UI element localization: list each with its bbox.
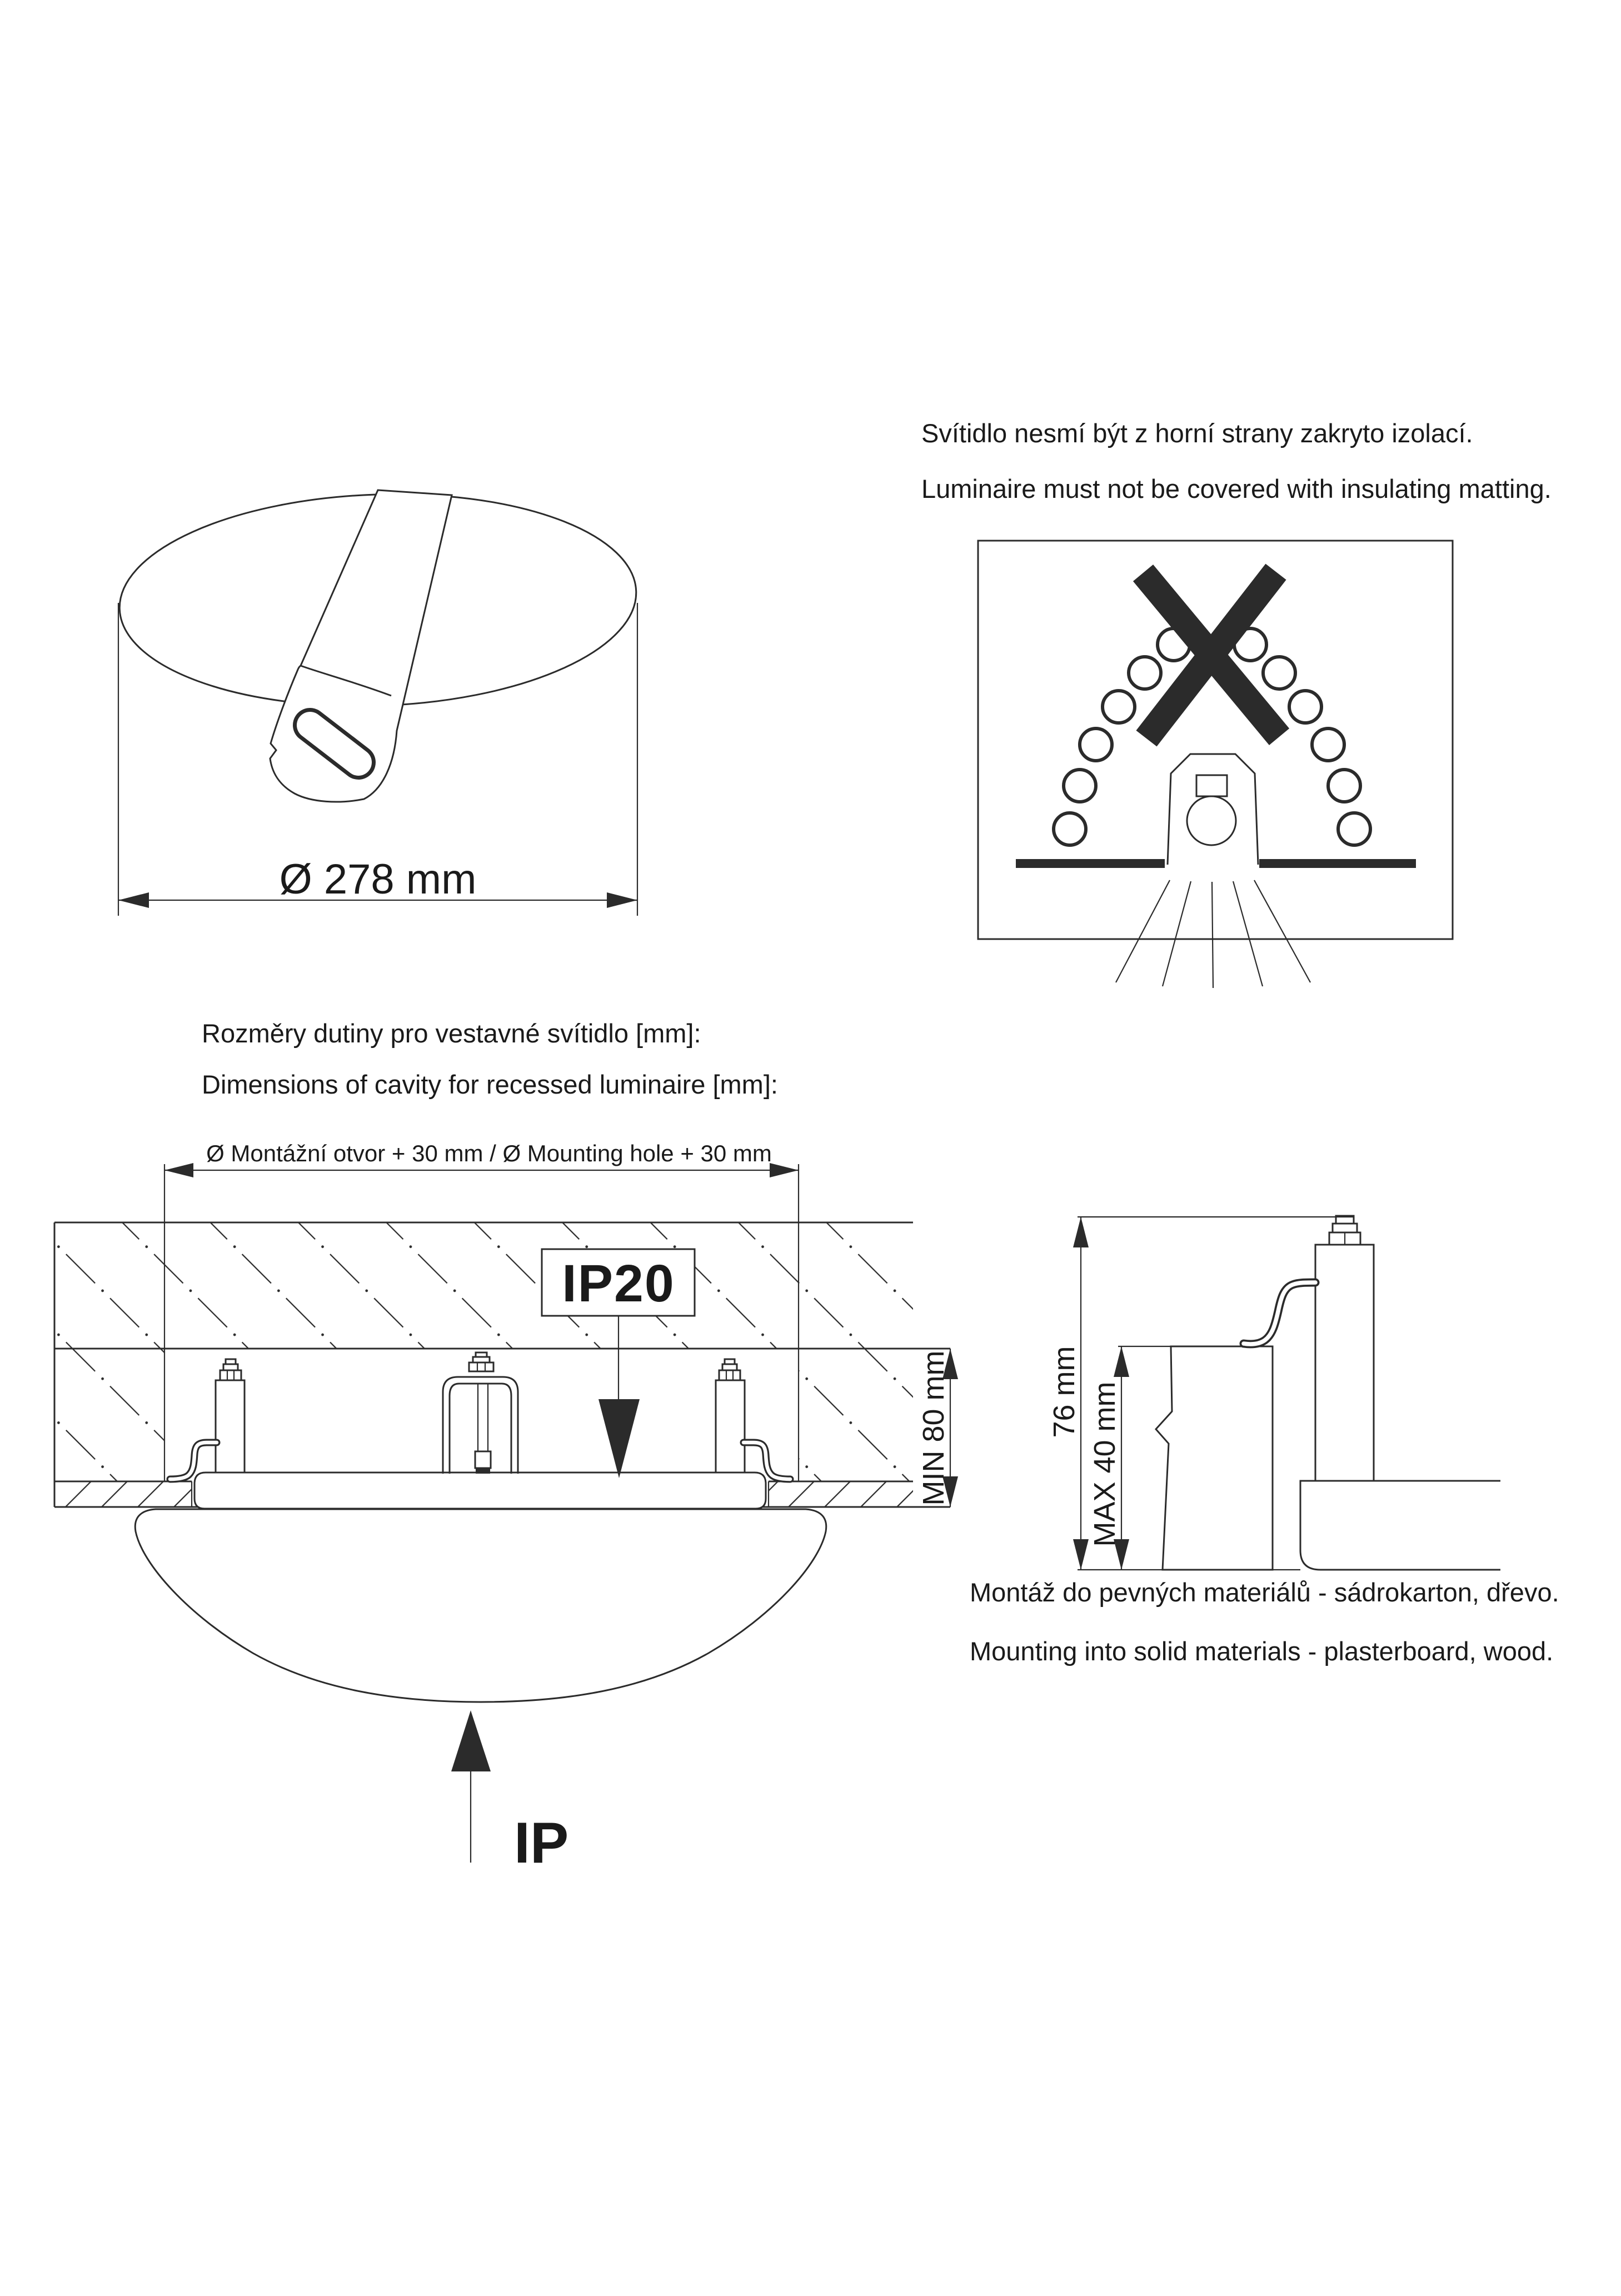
insulation-coil-right [1234,628,1370,845]
min-depth-dimension-label: MIN 80 mm [917,1350,950,1506]
center-bracket [443,1352,518,1474]
ip-callout [451,1710,568,1875]
ceiling-cross-section [54,1140,958,1875]
hole-diameter-dimension [118,856,637,908]
detail-spring-clip [1244,1282,1315,1344]
light-rays [1116,880,1310,988]
lamp-bulb [1187,796,1236,845]
detail-luminaire-flange [1300,1481,1500,1570]
lamp-terminal [1196,775,1227,796]
diameter-dimension-label: Ø 278 mm [279,856,477,903]
cutting-tool-illustration [270,490,452,802]
solid-material-block [1156,1346,1273,1570]
insulation-warning-text-en: Luminaire must not be covered with insulating matting. [921,474,1552,503]
mounting-note-en: Mounting into solid materials - plasterboard, wood. [970,1636,1554,1666]
height-76-label: 76 mm [1048,1346,1081,1438]
max-thickness-dimension [1088,1346,1245,1570]
mounting-hole-drawing [116,486,640,916]
detail-mounting-post [1315,1216,1374,1481]
ip20-callout [542,1249,695,1478]
side-mounting-detail [1048,1216,1500,1570]
ip-label: IP [514,1811,569,1875]
mounting-note-cz: Montáž do pevných materiálů - sádrokarton, dřevo. [970,1578,1559,1607]
luminaire-canopy [194,1473,766,1509]
ceiling-bar-right [1259,859,1416,868]
rod-sleeve [475,1451,491,1468]
rod-tip [476,1468,490,1474]
ip-arrow [451,1710,491,1771]
mounting-hole-dimension-label: Ø Montážní otvor + 30 mm / Ø Mounting hole + 30 mm [206,1140,772,1166]
ceiling-bar-left [1016,859,1165,868]
mounting-post-left [216,1359,245,1473]
recessed-luminaire-icon [1168,754,1258,865]
ip20-leader-arrow [598,1399,640,1478]
luminaire-dome [135,1509,826,1702]
cavity-title-en: Dimensions of cavity for recessed luminaire [mm]: [202,1070,778,1099]
cavity-title-cz: Rozměry dutiny pro vestavné svítidlo [mm]: [202,1019,701,1048]
warning-icon-frame [978,541,1453,939]
max-40-label: MAX 40 mm [1088,1381,1121,1547]
ip20-badge: IP20 [562,1254,675,1313]
no-insulation-cover-icon [978,541,1453,988]
insulation-warning [921,418,1552,988]
min-depth-dimension [917,1349,958,1507]
insulation-warning-text-cz: Svítidlo nesmí být z horní strany zakryto izolací. [921,418,1473,448]
mounting-post-right [716,1359,745,1473]
